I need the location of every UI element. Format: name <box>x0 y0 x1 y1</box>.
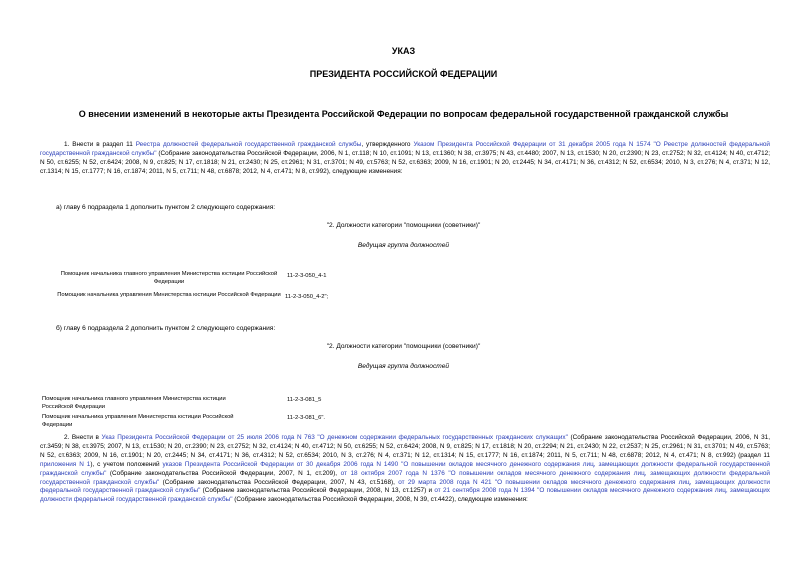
decree-1376-title-link[interactable]: "О повышении окладов месячного денежного содержания лиц, замещающих должности федеральной государственной гражданской службы" <box>40 469 770 486</box>
paragraph-2 <box>40 434 770 505</box>
position-name: Помощник начальника управления Министерства юстиции Российской Федерации <box>42 414 234 428</box>
doc-type-heading: УКАЗ <box>391 46 416 56</box>
text: (Собрание законодательства Российской Федерации, 2008, N 39, ст.4422), следующие изменения: <box>232 496 528 504</box>
decree-1574-title-link[interactable]: "О Реестре должностей федеральной государственной гражданской службы" <box>40 141 771 157</box>
decree-1490-link[interactable]: указов Президента Российской Федерации от 30 декабря 2006 года N 1490 <box>162 460 399 468</box>
decree-1394-link[interactable]: от 21 сентября 2008 года N 1394 <box>434 487 535 495</box>
position-code: 11-2-3-050_4-2"; <box>285 294 329 300</box>
text: (Собрание законодательства Российской Федерации, 2006, N 1, ст.118; N 10, ст.1091; N 13, ст.1360; N 38, ст.3975; N 43, ст.4480; 2007, N 13, ст.1530; N 20, ст.2390; N 23, ст.2752; N 32, ст.4124; N 40, ст.4712; N 50, ст.6255; N 52, ст.6424; 2008, N 9, ст.825; N 17, ст.1818; N 21, ст.2430; N 25, ст.2961; N 31, ст.3701; N 49, ст.5763; N 52, ст.6363; 2009, N 16, ст.1901; N 20, ст.2445; N 34, ст.4171; N 36, ст.4312; N 52, ст.6534; 2010, N 3, ст.276; N 4, ст.371; N 12, ст.1314; N 15, ст.1777; N 16, ст.1874; 2011, N 5, ст.711; N 48, ст.6878; 2012, N 4, ст.471; N 8, ст.992), следующие изменения: <box>40 149 770 175</box>
position-name: Помощник начальника главного управления Министерства юстиции Российской Федерации <box>42 396 226 410</box>
text: (Собрание законодательства Российской Федерации, 2008, N 13, ст.1257) и <box>200 487 435 495</box>
text: 2. Внести в <box>64 434 102 441</box>
registry-link[interactable]: Реестра должностей федеральной государственной гражданской службы <box>135 141 362 148</box>
subsection-b-intro: б) главу 6 подраздела 2 дополнить пунктом 2 следующего содержания: <box>56 325 276 332</box>
decree-421-link[interactable]: от 29 марта 2008 года N 421 <box>398 478 492 486</box>
category-heading: "2. Должности категории "помощники (советники)" <box>326 222 481 229</box>
group-heading: Ведущая группа должностей <box>357 242 450 249</box>
group-heading: Ведущая группа должностей <box>357 363 450 370</box>
text: (Собрание законодательства Российской Федерации, 2007, N 43, ст.5168), <box>159 478 399 486</box>
text: (Собрание законодательства Российской Федерации, 2006, N 31, ст.3459; N 38, ст.3975; 2007, N 13, ст.1530; N 20, ст.2390; N 23, ст.2752; N 32, ст.4124; N 40, ст.4712; N 50, ст.6255; N 52, ст.6424; 2008, N 9, ст.825; N 17, ст.1818; N 20, ст.2294; N 21, ст.2430; N 22, ст.2537; N 25, ст.2961; N 31, ст.3701; N 49, ст.5763; N 52, ст.6363; 2009, N 16, ст.1901; N 20, ст.2445; N 34, ст.4171; N 36, ст.4312; N 52, ст.6534; 2010, N 3, ст.276; N 4, ст.371; N 12, ст.1314; N 15, ст.1777; N 16, ст.1874; 2011, N 5, ст.711; N 48, ст.6878; 2012, N 4, ст.471; N 8, ст.992) (раздел 11 <box>40 434 770 459</box>
text: (Собрание законодательства Российской Федерации, 2007, N 1, ст.209), <box>106 469 341 477</box>
decree-1394-title-link[interactable]: "О повышении окладов месячного денежного содержания лиц, замещающих должности федеральной государственной гражданской службы" <box>40 487 770 504</box>
decree-1490-title-link[interactable]: "О повышении окладов месячного денежного содержания лиц, замещающих должности федеральной государственной гражданской службы" <box>40 460 771 477</box>
decree-763-link[interactable]: Указ Президента Российской Федерации от 25 июля 2006 года N 763 <box>101 434 315 441</box>
decree-421-title-link[interactable]: "О повышении окладов месячного денежного содержания лиц, замещающих должности федеральной государственной гражданской службы" <box>40 478 770 495</box>
position-code: 11-2-3-081_5 <box>287 397 322 403</box>
decree-763-title-link[interactable]: "О денежном содержании федеральных государственных гражданских служащих" <box>317 434 568 441</box>
position-name: Помощник начальника главного управления Министерства юстиции Российской Федерации <box>60 271 278 285</box>
text: 1. Внести в раздел 11 <box>64 141 136 148</box>
text: , утвержденного <box>361 141 414 148</box>
position-name: Помощник начальника управления Министерства юстиции Российской Федерации <box>57 292 281 298</box>
document-title: О внесении изменений в некоторые акты Президента Российской Федерации по вопросам федеральной государственной гражданской службы <box>78 109 729 119</box>
text: ), с учетом положений <box>90 460 163 468</box>
appendix-1-link[interactable]: приложения N 1 <box>40 460 91 468</box>
subsection-a-intro: а) главу 6 подраздела 1 дополнить пунктом 2 следующего содержания: <box>56 204 276 211</box>
decree-1574-link[interactable]: Указом Президента Российской Федерации от 31 декабря 2005 года N 1574 <box>413 141 651 148</box>
paragraph-1 <box>40 141 770 177</box>
decree-1376-link[interactable]: от 18 октября 2007 года N 1376 <box>340 469 445 477</box>
category-heading: "2. Должности категории "помощники (советники)" <box>326 343 481 350</box>
issuer-heading: ПРЕЗИДЕНТА РОССИЙСКОЙ ФЕДЕРАЦИИ <box>309 69 498 79</box>
position-code: 11-2-3-050_4-1 <box>287 273 327 279</box>
position-code: 11-2-3-081_6". <box>287 415 326 421</box>
